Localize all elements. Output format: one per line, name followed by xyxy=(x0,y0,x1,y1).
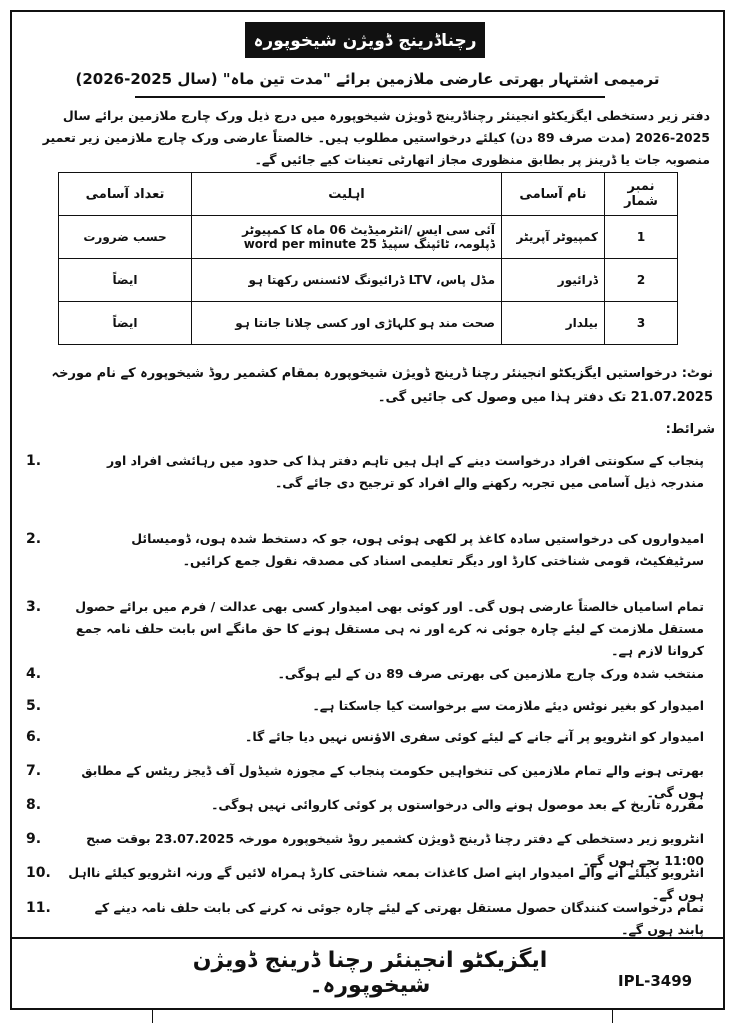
condition-text: امیدوار کو انٹرویو پر آنے جانے کے لیئے کوئی سفری الاؤنس نہیں دیا جائے گا۔ xyxy=(245,729,704,744)
condition-text: بھرتی ہونے والے تمام ملازمین کی تنخواہیں حکومت پنجاب کے مجوزہ شیڈول آف ڈیجز ریٹس کے مطابق ہوں گی۔ xyxy=(81,763,704,800)
row-post-name: بیلدار xyxy=(502,302,605,345)
bottom-strip xyxy=(12,1008,723,1023)
condition-text: انٹرویو کیلئے آنے والے امیدوار اپنے اصل کاغذات بمعہ شناختی کارڈ ہمراہ لائیں گے ورنہ انٹرویو کیلئے نااہل ہوں گے۔ xyxy=(68,865,704,902)
condition-number: 6. xyxy=(26,729,42,745)
page-subtitle: ترمیمی اشتہار بھرتی عارضی ملازمین برائے "مدت تین ماہ" (سال 2025-2026) xyxy=(75,70,660,88)
condition-number: 7. xyxy=(26,763,42,779)
condition-number: 3. xyxy=(26,599,42,615)
row-count: حسب ضرورت xyxy=(59,216,192,259)
table-row xyxy=(59,259,678,302)
row-post-name: کمپیوٹر آپریٹر xyxy=(502,216,605,259)
header-serial: نمبر شمار xyxy=(605,173,678,216)
condition-item xyxy=(20,528,710,572)
condition-text: تمام اسامیاں خالصتاً عارضی ہوں گی۔ اور کوئی بھی امیدوار کسی بھی عدالت / فرم میں برائے حصول مستقل ملازمت کے لیئے چارہ جوئی نہ کرے اور نہ ہی مستقل ہونے کا حق مانگے اس بابت حلف نامہ جمع کروانا لازم ہے۔ xyxy=(75,599,704,658)
condition-number: 10. xyxy=(26,865,51,881)
condition-number: 2. xyxy=(26,531,42,547)
table-header-row xyxy=(59,173,678,216)
intro-paragraph: دفتر زیر دستخطی ایگزیکٹو انجینئر رچناڈرینج ڈویژن شیخوپورہ میں درج ذیل ورک چارج ملازمین برائے سال 2025-2026 (مدت صرف 89 دن) کیلئے درخواستیں مطلوب ہیں۔ خالصتاً عارضی ورک چارج ملازمین زیر تعمیر منصوبہ جات یا ڈرینز پر بطابق منظوری مجاز اتھارٹی تعینات کیے جائیں گے۔ xyxy=(42,108,710,167)
condition-text: امیدوار کو بغیر نوٹس دیئے ملازمت سے برخواست کیا جاسکتا ہے۔ xyxy=(312,698,704,713)
row-serial: 1 xyxy=(605,216,678,259)
strip-divider xyxy=(152,1009,154,1023)
note-paragraph: نوٹ: درخواستیں ایگزیکٹو انجینئر رچنا ڈرینج ڈویژن شیخوپورہ بمقام کشمیر روڈ شیخوپورہ کے نام مورخہ 21.07.2025 تک دفتر ہذا میں وصول کی جائیں گی۔ xyxy=(51,366,713,405)
subtitle-underline xyxy=(135,96,605,98)
condition-text: انٹرویو زیر دستخطی کے دفتر رچنا ڈرینج ڈویژن کشمیر روڈ شیخوپورہ مورخہ 23.07.2025 بوقت صبح 11:00 بجے ہوں گے۔ xyxy=(86,831,704,868)
row-qualification: صحت مند ہو کلہاڑی اور کسی چلانا جانتا ہو xyxy=(192,302,502,345)
row-serial: 2 xyxy=(605,259,678,302)
page-title: رچناڈرینج ڈویژن شیخوپورہ xyxy=(245,22,485,58)
row-serial: 3 xyxy=(605,302,678,345)
conditions-heading: شرائط: xyxy=(665,422,715,437)
row-count: ایضاً xyxy=(59,259,192,302)
row-qualification: مڈل پاس، LTV ڈرائیونگ لائسنس رکھتا ہو xyxy=(192,259,502,302)
condition-number: 8. xyxy=(26,797,42,813)
condition-item xyxy=(20,695,710,717)
condition-item xyxy=(20,897,710,941)
header-post-count: تعداد آسامی xyxy=(59,173,192,216)
condition-text: منتخب شدہ ورک چارج ملازمین کی بھرتی صرف 89 دن کے لیے ہوگی۔ xyxy=(277,666,704,681)
condition-number: 11. xyxy=(26,900,51,916)
condition-item xyxy=(20,450,710,494)
condition-text: پنجاب کے سکونتی افراد درخواست دینے کے اہل ہیں تاہم دفتر ہذا کی حدود میں رہائشی افراد اور مندرجہ ذیل آسامی میں تجربہ رکھنے والے افراد کو ترجیح دی جائے گی۔ xyxy=(107,453,704,490)
strip-divider xyxy=(612,1009,614,1023)
row-count: ایضاً xyxy=(59,302,192,345)
condition-item xyxy=(20,596,710,662)
table-row xyxy=(59,302,678,345)
table-row xyxy=(59,216,678,259)
condition-item xyxy=(20,663,710,685)
ipl-code: IPL-3499 xyxy=(618,972,693,990)
condition-number: 9. xyxy=(26,831,42,847)
footer-divider xyxy=(12,937,723,939)
condition-item xyxy=(20,726,710,748)
condition-text: امیدواروں کی درخواستیں سادہ کاغذ پر لکھی ہوئی ہوں، جو کہ دستخط شدہ ہوں، ڈومیسائل سرٹیفکیٹ، قومی شناختی کارڈ اور دیگر تعلیمی اسناد کی مصدقہ نقول جمع کرائیں۔ xyxy=(131,531,704,568)
row-post-name: ڈرائیور xyxy=(502,259,605,302)
condition-number: 5. xyxy=(26,698,42,714)
condition-text: تمام درخواست کنندگان حصول مستقل بھرتی کے لیئے چارہ جوئی نہ کرنے کی بابت حلف نامہ دینے کے پابند ہوں گے۔ xyxy=(94,900,704,937)
header-qualification: اہلیت xyxy=(192,173,502,216)
condition-number: 1. xyxy=(26,453,42,469)
condition-number: 4. xyxy=(26,666,42,682)
row-qualification: آئی سی ایس /انٹرمیڈیٹ 06 ماہ کا کمپیوٹر ڈپلومہ، ٹائپنگ سپیڈ 25 word per minute xyxy=(192,216,502,259)
condition-text: مقررہ تاریخ کے بعد موصول ہونے والی درخواستوں پر کوئی کاروائی نہیں ہوگی۔ xyxy=(211,797,704,812)
header-post-name: نام آسامی xyxy=(502,173,605,216)
posts-table xyxy=(58,172,678,345)
condition-item xyxy=(20,794,710,816)
signature-line: ایگزیکٹو انجینئر رچنا ڈرینج ڈویژن شیخوپورہ۔ xyxy=(192,948,548,998)
